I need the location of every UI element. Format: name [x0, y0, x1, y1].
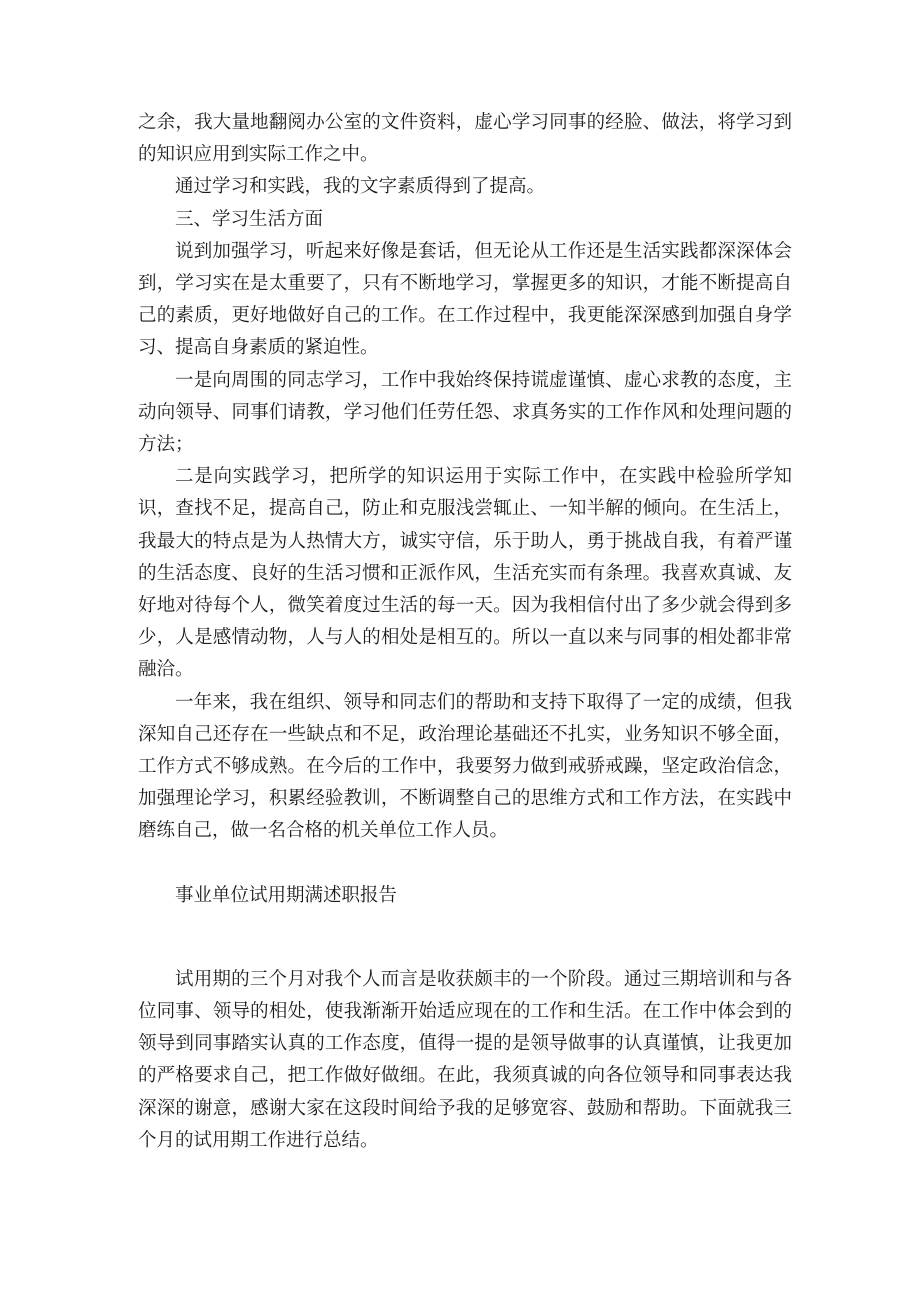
paragraph-strengthen-study: 说到加强学习，听起来好像是套话，但无论从工作还是生活实践都深深体会到，学习实在是太重要了，只有不断地学习，掌握更多的知识，才能不断提高自己的素质，更好地做好自己的工作。在工作过程中，我更能深深感到加强自身学习、提高自身素质的紧迫性。: [138, 240, 792, 359]
paragraph-probation-intro: 试用期的三个月对我个人而言是收获颇丰的一个阶段。通过三期培训和与各位同事、领导的相处，使我渐渐开始适应现在的工作和生活。在工作中体会到的领导到同事踏实认真的工作态度，值得一提的是领导做事的认真谨慎，让我更加的严格要求自己，把工作做好做细。在此，我须真诚的向各位领导和同事表达我深深的谢意，感谢大家在这段时间给予我的足够宽容、鼓励和帮助。下面就我三个月的试用期工作进行总结。: [138, 968, 792, 1151]
paragraph-writing-quality: 通过学习和实践，我的文字素质得到了提高。: [175, 176, 546, 198]
paragraph-learn-from-practice: 二是向实践学习，把所学的知识运用于实际工作中，在实践中检验所学知识，查找不足，提高自己，防止和克服浅尝辄止、一知半解的倾向。在生活上，我最大的特点是为人热情大方，诚实守信，乐于助人，勇于挑战自我，有着严谨的生活态度、良好的生活习惯和正派作风，生活充实而有条理。我喜欢真诚、友好地对待每个人，微笑着度过生活的每一天。因为我相信付出了多少就会得到多少，人是感情动物，人与人的相处是相互的。所以一直以来与同事的相处都非常融洽。: [138, 466, 792, 681]
paragraph-continuation: 之余，我大量地翻阅办公室的文件资料，虚心学习同事的经脸、做法，将学习到的知识应用到实际工作之中。: [138, 112, 792, 166]
paragraph-year-summary: 一年来，我在组织、领导和同志们的帮助和支持下取得了一定的成绩，但我深知自己还存在一些缺点和不足，政治理论基础还不扎实，业务知识不够全面，工作方式不够成熟。在今后的工作中，我要努力做到戒骄戒躁，坚定政治信念，加强理论学习，积累经验教训，不断调整自己的思维方式和工作方法，在实践中磨练自己，做一名合格的机关单位工作人员。: [138, 691, 792, 842]
paragraph-learn-from-colleagues: 一是向周围的同志学习，工作中我始终保持谎虚谨慎、虚心求教的态度，主动向领导、同事们请教，学习他们任劳任怨、求真务实的工作作风和处理问题的方法；: [138, 369, 792, 456]
section-heading-study-life: 三、学习生活方面: [175, 208, 324, 230]
document-page: [138, 107, 792, 1157]
report-title: 事业单位试用期满述职报告: [175, 884, 398, 906]
